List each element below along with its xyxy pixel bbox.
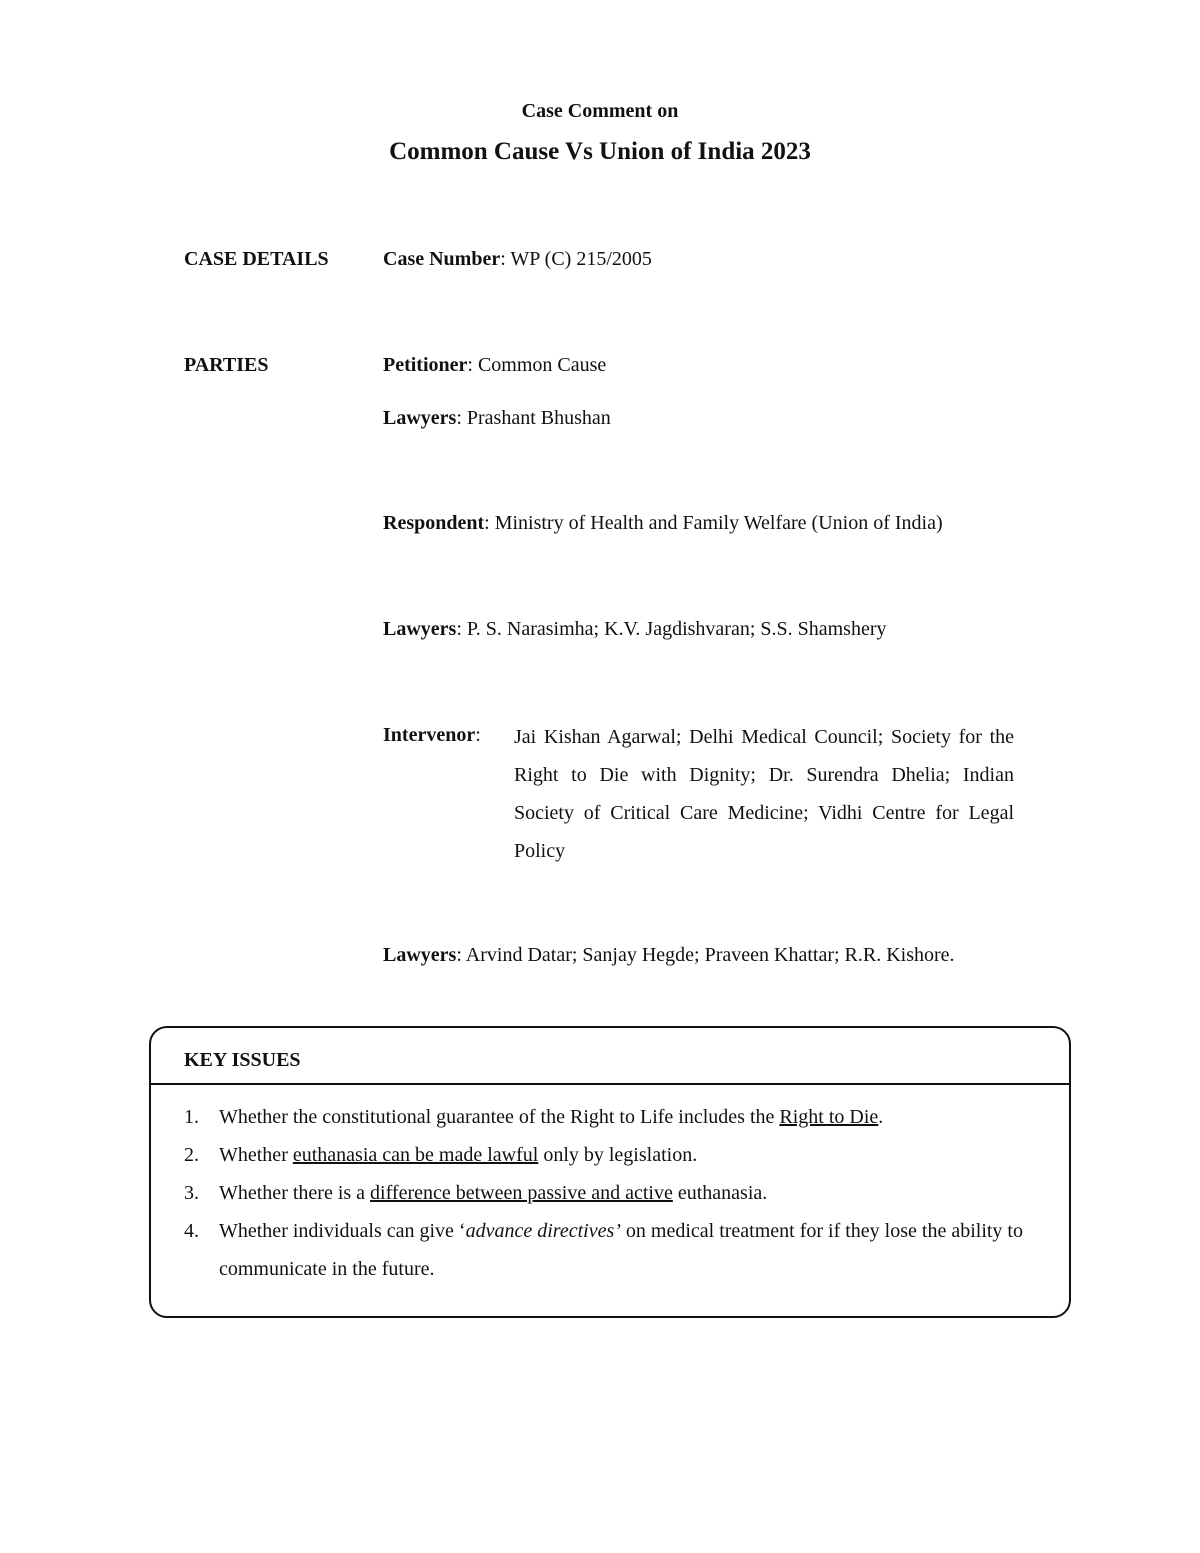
key-issue-text: Whether the constitutional guarantee of the Right to Life includes the: [219, 1106, 780, 1128]
intervenor-field: [383, 724, 481, 747]
key-issue-number: 3.: [184, 1182, 199, 1204]
respondent-label: Respondent: [383, 512, 485, 534]
key-issue-underlined: euthanasia can be made lawful: [292, 1144, 539, 1166]
petitioner-lawyers-field: [383, 407, 611, 430]
respondent-lawyers-label: Lawyers: [383, 618, 457, 640]
respondent-field: [383, 512, 943, 535]
key-issue-text: Whether there is a: [219, 1182, 371, 1204]
key-issue-text-end: only by legislation.: [538, 1144, 698, 1166]
respondent-value: : Ministry of Health and Family Welfare (Union of India): [484, 512, 943, 534]
case-number-value: : WP (C) 215/2005: [500, 248, 652, 270]
key-issues-box: [149, 1026, 1071, 1318]
key-issues-list: [184, 1098, 1026, 1288]
key-issue-text: Whether individuals can give ‘: [219, 1220, 466, 1242]
key-issues-heading: KEY ISSUES: [184, 1049, 301, 1071]
document-title: Common Cause Vs Union of India 2023: [389, 138, 811, 165]
key-issue-number: 1.: [184, 1106, 199, 1128]
key-issues-header: [151, 1028, 1069, 1085]
petitioner-value: : Common Cause: [467, 354, 607, 376]
case-number-label: Case Number: [383, 248, 501, 270]
key-issue-text: Whether: [219, 1144, 293, 1166]
document-subtitle: Case Comment on: [521, 100, 679, 122]
key-issue-item: [184, 1212, 1026, 1288]
intervenor-lawyers-label: Lawyers: [383, 944, 457, 966]
key-issue-text-end: .: [878, 1106, 884, 1128]
intervenor-label: Intervenor: [383, 724, 476, 746]
key-issue-item: [184, 1136, 1026, 1174]
key-issue-underlined: Right to Die: [779, 1106, 879, 1128]
key-issue-text-end: on medical treatment for if they lose the ability to communicate in the future.: [219, 1220, 1023, 1280]
key-issue-italic: advance directives’: [465, 1220, 621, 1242]
petitioner-field: [383, 354, 606, 377]
key-issue-text-end: euthanasia.: [672, 1182, 768, 1204]
petitioner-lawyers-value: : Prashant Bhushan: [456, 407, 611, 429]
petitioner-label: Petitioner: [383, 354, 468, 376]
intervenor-colon: :: [475, 724, 481, 746]
case-number-field: [383, 248, 652, 271]
case-details-label: CASE DETAILS: [184, 248, 329, 270]
petitioner-lawyers-label: Lawyers: [383, 407, 457, 429]
parties-label: PARTIES: [184, 354, 269, 376]
key-issue-number: 2.: [184, 1144, 199, 1166]
key-issue-item: [184, 1098, 1026, 1136]
key-issue-number: 4.: [184, 1220, 199, 1242]
key-issue-item: [184, 1174, 1026, 1212]
intervenor-value: Jai Kishan Agarwal; Delhi Medical Council; Society for the Right to Die with Dignity; Dr. Surendra Dhelia; Indian Society of Critical Care Medicine; Vidhi Centre for Legal Policy: [514, 726, 1014, 862]
intervenor-lawyers-field: [383, 944, 955, 967]
respondent-lawyers-value: : P. S. Narasimha; K.V. Jagdishvaran; S.S. Shamshery: [456, 618, 887, 640]
key-issue-underlined: difference between passive and active: [370, 1182, 673, 1204]
intervenor-lawyers-value: : Arvind Datar; Sanjay Hegde; Praveen Khattar; R.R. Kishore.: [456, 944, 955, 966]
respondent-lawyers-field: [383, 618, 887, 641]
